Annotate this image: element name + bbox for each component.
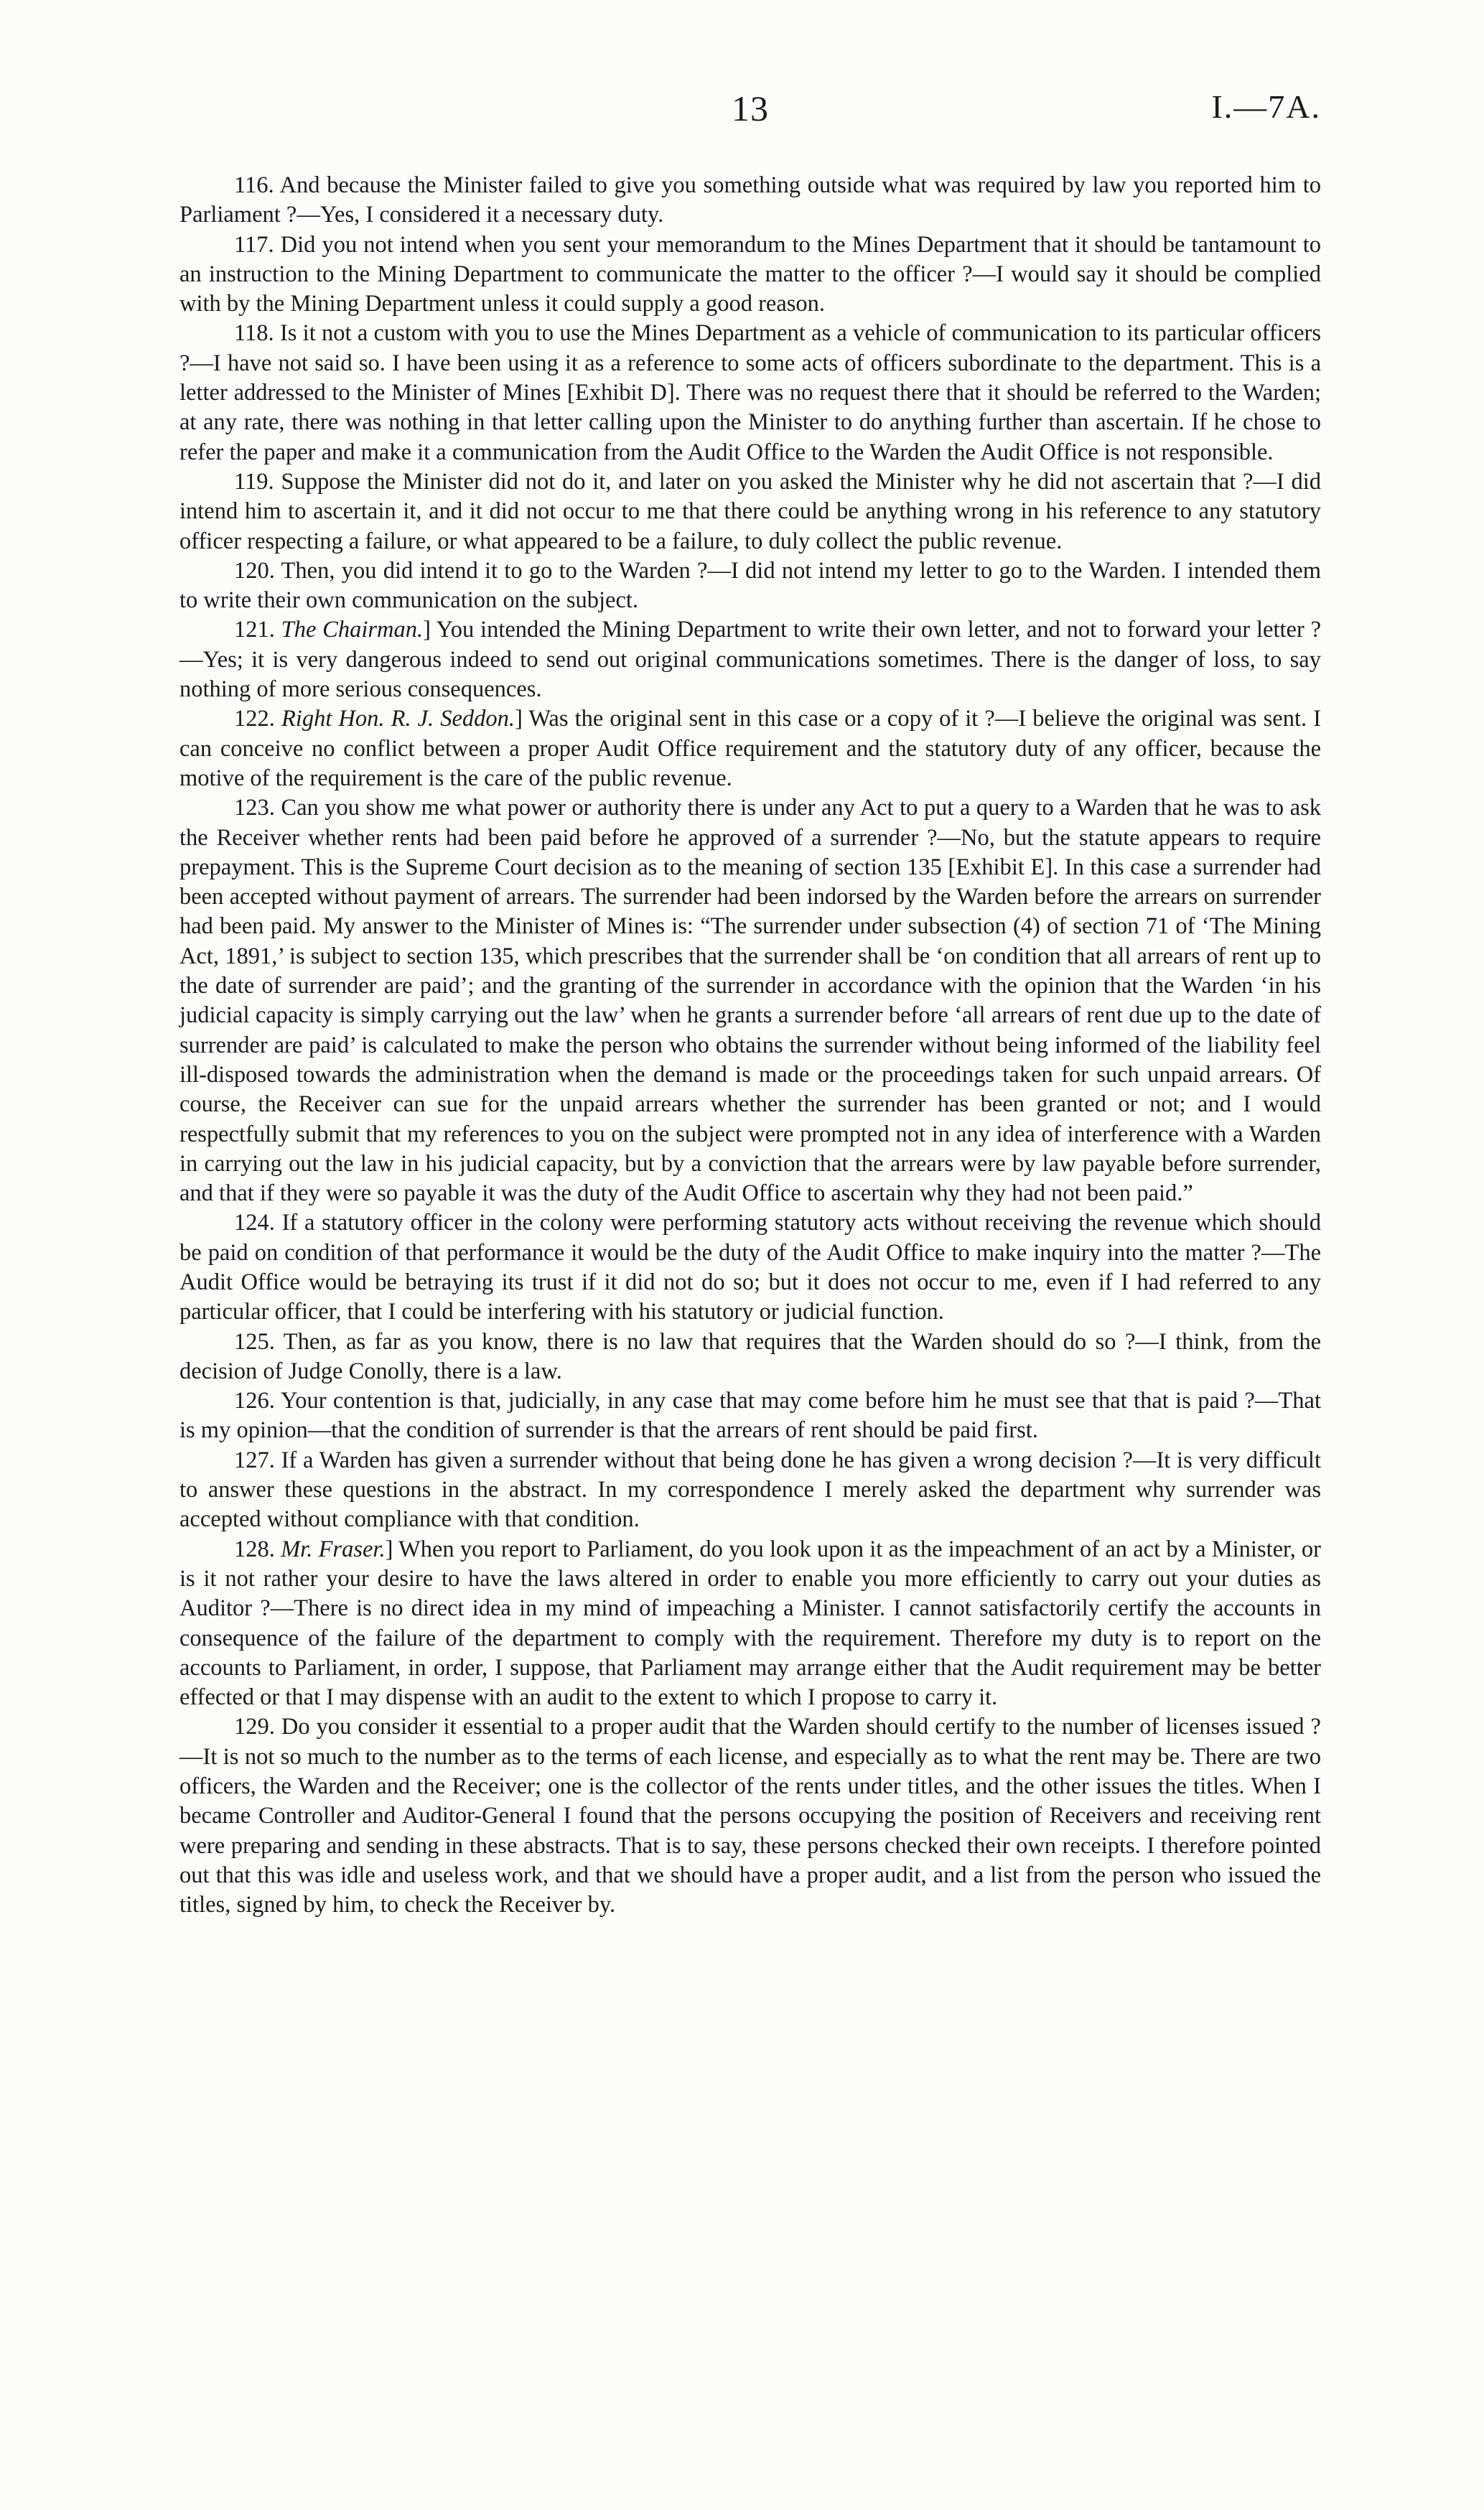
evidence-text [179, 171, 1321, 1921]
paragraph-number: 122. [234, 706, 281, 732]
paragraph-126: 126. Your contention is that, judicially, in any case that may come before him he must see that that is paid ?—That is my opinion—that the condition of surrender is that the arrears of rent should be paid first. [179, 1388, 1321, 1444]
paragraph-number: 128. [234, 1536, 281, 1562]
paragraph-129: 129. Do you consider it essential to a proper audit that the Warden should certify to the number of licenses issued ?—It is not so much to the number as to the terms of each license, and especially as to what the rent may be. There are two officers, the Warden and the Receiver; one is the collector of the rents under titles, and the other issues the titles. When I became Controller and Auditor-General I found that the persons occupying the position of Receivers and receiving rent were preparing and sending in these abstracts. That is to say, these persons checked their own receipts. I therefore pointed out that this was idle and useless work, and that we should have a proper audit, and a list from the person who issued the titles, signed by him, to check the Receiver by. [179, 1714, 1321, 1918]
paragraph-116: 116. And because the Minister failed to give you something outside what was required by law you reported him to Parliament ?—Yes, I considered it a necessary duty. [179, 172, 1321, 228]
paragraph-122: 122. Right Hon. R. J. Seddon.] Was the original sent in this case or a copy of it ?—I believe the original was sent. I can conceive no conflict between a proper Audit Office requirement and the statutory duty of any officer, because the motive of the requirement is the care of the public revenue. [179, 706, 1322, 791]
speaker-name: The Chairman. [281, 617, 424, 643]
page-number: 13 [732, 88, 769, 129]
paragraph-121: 121. The Chairman.] You intended the Mining Department to write their own letter, and not to forward your letter ?—Yes; it is very dangerous indeed to send out original communications sometimes. There is the danger of loss, to say nothing of more serious consequences. [179, 617, 1321, 703]
paragraph-120: 120. Then, you did intend it to go to the Warden ?—I did not intend my letter to go to the Warden. I intended them to write their own communication on the subject. [179, 557, 1321, 614]
paragraph-number: 121. [234, 617, 281, 643]
speaker-name: Right Hon. R. J. Seddon. [281, 706, 515, 732]
page-header [179, 88, 1321, 138]
paragraph-128: 128. Mr. Fraser.] When you report to Parliament, do you look upon it as the impeachment of an act by a Minister, or is it not rather your desire to have the laws altered in order to enable you more efficiently to carry out your duties as Auditor ?—There is no direct idea in my mind of impeaching a Minister. I cannot satisfactorily certify the accounts in consequence of the failure of the department to comply with the requirement. Therefore my duty is to report on the accounts to Parliament, in order, I suppose, that Parliament may arrange either that the Audit requirement may be better effected or that I may dispense with an audit to the extent to which I propose to carry it. [179, 1536, 1321, 1711]
paragraph-125: 125. Then, as far as you know, there is no law that requires that the Warden should do so ?—I think, from the decision of Judge Conolly, there is a law. [179, 1328, 1321, 1384]
speaker-name: Mr. Fraser. [281, 1536, 386, 1562]
document-reference: I.—7A. [1211, 88, 1321, 125]
paragraph-117: 117. Did you not intend when you sent your memorandum to the Mines Department that it should be tantamount to an instruction to the Mining Department to communicate the matter to the officer ?—I would say it should be complied with by the Mining Department unless it could supply a good reason. [179, 231, 1321, 317]
paragraph-119: 119. Suppose the Minister did not do it, and later on you asked the Minister why he did not ascertain that ?—I did intend him to ascertain it, and it did not occur to me that there could be anything wrong in his reference to any statutory officer respecting a failure, or what appeared to be a failure, to duly collect the public revenue. [179, 468, 1321, 554]
paragraph-127: 127. If a Warden has given a surrender without that being done he has given a wrong decision ?—It is very difficult to answer these questions in the abstract. In my correspondence I merely asked the department why surrender was accepted without compliance with that condition. [179, 1447, 1321, 1533]
paragraph-118: 118. Is it not a custom with you to use the Mines Department as a vehicle of communication to its particular officers ?—I have not said so. I have been using it as a reference to some acts of officers subordinate to the department. This is a letter addressed to the Minister of Mines [Exhibit D]. There was no request there that it should be referred to the Warden; at any rate, there was nothing in that letter calling upon the Minister to do anything further than ascertain. If he chose to refer the paper and make it a communication from the Audit Office to the Warden the Audit Office is not responsible. [179, 320, 1321, 465]
paragraph-124: 124. If a statutory officer in the colony were performing statutory acts without receiving the revenue which should be paid on condition of that performance it would be the duty of the Audit Office to make inquiry into the matter ?—The Audit Office would be betraying its trust if it did not do so; but it does not occur to me, even if I had referred to any particular officer, that I could be interfering with his statutory or judicial function. [179, 1210, 1321, 1325]
paragraph-123: 123. Can you show me what power or authority there is under any Act to put a query to a Warden that he was to ask the Receiver whether rents had been paid before he approved of a surrender ?—No, but the statute appears to require prepayment. This is the Supreme Court decision as to the meaning of section 135 [Exhibit E]. In this case a surrender had been accepted without payment of arrears. The surrender had been indorsed by the Warden before the arrears on surrender had been paid. My answer to the Minister of Mines is: “The surrender under subsection (4) of section 71 of ‘The Mining Act, 1891,’ is subject to section 135, which prescribes that the surrender shall be ‘on condition that all arrears of rent up to the date of surrender are paid’; and the granting of the surrender in accordance with the opinion that the Warden ‘in his judicial capacity is simply carrying out the law’ when he grants a surrender before ‘all arrears of rent due up to the date of surrender are paid’ is calculated to make the person who obtains the surrender without being informed of the liability feel ill-disposed towards the administration when the demand is made or the proceedings taken for such unpaid arrears. Of course, the Receiver can sue for the unpaid arrears whether the surrender has been granted or not; and I would respectfully submit that my references to you on the subject were prompted not in any idea of interference with a Warden in carrying out the law in his judicial capacity, but by a conviction that the arrears were by law payable before surrender, and that if they were so payable it was the duty of the Audit Office to ascertain why they had not been paid.” [179, 795, 1321, 1207]
